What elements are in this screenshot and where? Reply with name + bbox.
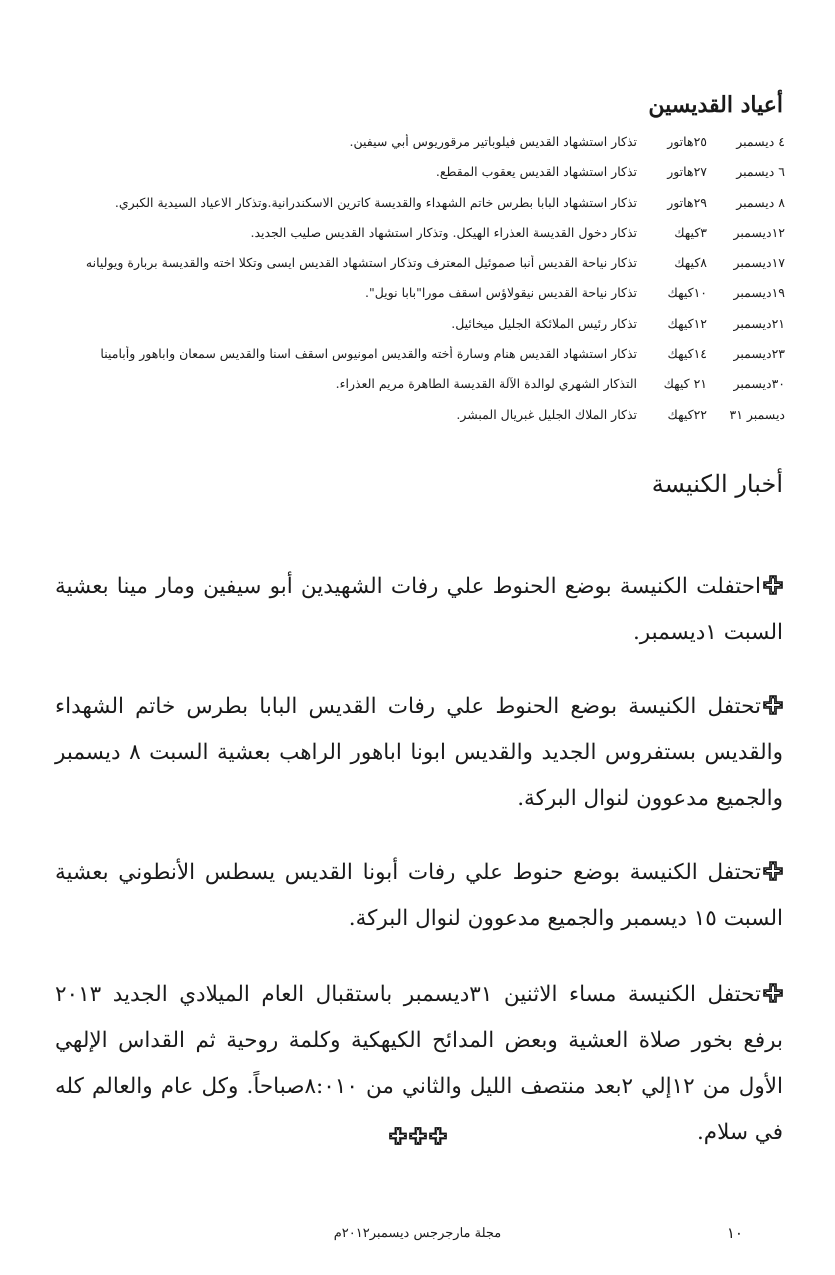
coptic-date: ٢٩هاتور [667, 194, 707, 210]
feast-row [50, 225, 785, 255]
page-number: ١٠ [726, 1224, 743, 1242]
feast-description: تذكار استشهاد القديس هنام وسارة أخته والقديس امونيوس اسقف اسنا والقديس سمعان واباهور وأبامينا [100, 346, 637, 362]
footer-magazine-title: مجلة مارجرجس ديسمبر٢٠١٢م [333, 1226, 502, 1241]
news-heading: أخبار الكنيسة [651, 470, 783, 498]
coptic-date: ٢٢كيهك [667, 406, 707, 422]
feast-description: تذكار دخول القديسة العذراء الهيكل. وتذكار استشهاد القديس صليب الجديد. [250, 224, 637, 240]
feast-description: تذكار نياحة القديس نيقولاؤس اسقف مورا"بابا نويل". [364, 285, 637, 301]
feast-description: تذكار استشهاد القديس فيلوباتير مرقوريوس أبي سيفين. [349, 134, 637, 149]
feast-description: تذكار استشهاد البابا بطرس خاتم الشهداء والقديسة كاترين الاسكندرانية.وتذكار الاعياد السيدية الكبري. [114, 194, 637, 210]
coptic-cross-icon [763, 983, 783, 1003]
gregorian-date: ١٧ديسمبر [733, 255, 785, 271]
feast-row [50, 134, 785, 164]
news-paragraph [55, 684, 783, 822]
feast-row [50, 376, 785, 406]
news-text: تحتفل الكنيسة مساء الاثنين ٣١ديسمبر باستقبال العام الميلادي الجديد ٢٠١٣ برفع بخور صلاة العشية وبعض المدائح الكيهكية وكلمة روحية ثم القداس الإلهي الأول من ١٢إلي ٢بعد منتصف الليل والثاني من ٨:٠١٠صباحاً. وكل عام والعالم كله في سلام. [55, 981, 783, 1145]
feasts-heading: أعياد القديسين [648, 92, 783, 118]
news-text: احتفلت الكنيسة بوضع الحنوط علي رفات الشهيدين أبو سيفين ومار مينا بعشية السبت ١ديسمبر. [55, 573, 783, 645]
section-divider [0, 1127, 835, 1149]
feasts-table [50, 134, 785, 437]
news-text: تحتفل الكنيسة بوضع الحنوط علي رفات القديس البابا بطرس خاتم الشهداء والقديس بستفروس الجديد والقديس ابونا اباهور الراهب بعشية السبت ٨ ديسمبر والجميع مدعوون لنوال البركة. [55, 693, 783, 811]
coptic-date: ٢٥هاتور [667, 134, 707, 149]
feast-description: تذكار الملاك الجليل غبريال المبشر. [456, 406, 637, 422]
coptic-cross-icon [763, 575, 783, 595]
coptic-cross-icon [409, 1127, 427, 1145]
gregorian-date: ١٩ديسمبر [733, 285, 785, 301]
feast-row [50, 316, 785, 346]
coptic-date: ٢١ كيهك [663, 376, 707, 392]
coptic-cross-icon [389, 1127, 407, 1145]
news-paragraph [55, 850, 783, 942]
gregorian-date: ٢٣ديسمبر [733, 346, 785, 362]
coptic-cross-icon [429, 1127, 447, 1145]
coptic-date: ٢٧هاتور [667, 164, 707, 180]
gregorian-date: ٨ ديسمبر [736, 194, 785, 210]
feast-description: التذكار الشهري لوالدة الآلة القديسة الطاهرة مريم العذراء. [335, 376, 637, 392]
feast-row [50, 346, 785, 376]
feast-row [50, 285, 785, 315]
coptic-date: ١٤كيهك [667, 346, 707, 362]
gregorian-date: ٣٠ديسمبر [733, 376, 785, 392]
news-text: تحتفل الكنيسة بوضع حنوط علي رفات أبونا القديس يسطس الأنطوني بعشية السبت ١٥ ديسمبر والجميع مدعوون لنوال البركة. [55, 859, 783, 931]
feast-description: تذكار استشهاد القديس يعقوب المقطع. [435, 164, 637, 180]
coptic-cross-icon [763, 861, 783, 881]
coptic-date: ٨كيهك [674, 255, 707, 271]
feast-description: تذكار نياحة القديس أنبا صموئيل المعترف وتذكار استشهاد القديس ايسى وتكلا اخته والقديسة بربارة ويوليانه [85, 255, 637, 271]
coptic-date: ١٠كيهك [667, 285, 707, 301]
coptic-date: ٣كيهك [674, 224, 707, 240]
feast-row [50, 407, 785, 437]
coptic-date: ١٢كيهك [667, 315, 707, 331]
news-paragraph [55, 564, 783, 656]
feast-description: تذكار رئيس الملائكة الجليل ميخائيل. [451, 315, 637, 331]
gregorian-date: ٦ ديسمبر [736, 164, 785, 180]
gregorian-date: ٤ ديسمبر [736, 134, 785, 149]
gregorian-date: ١٢ديسمبر [733, 224, 785, 240]
feast-row [50, 255, 785, 285]
gregorian-date: ٢١ديسمبر [733, 315, 785, 331]
coptic-cross-icon [763, 695, 783, 715]
gregorian-date: ديسمبر ٣١ [729, 406, 785, 422]
feast-row [50, 164, 785, 194]
feast-row [50, 195, 785, 225]
